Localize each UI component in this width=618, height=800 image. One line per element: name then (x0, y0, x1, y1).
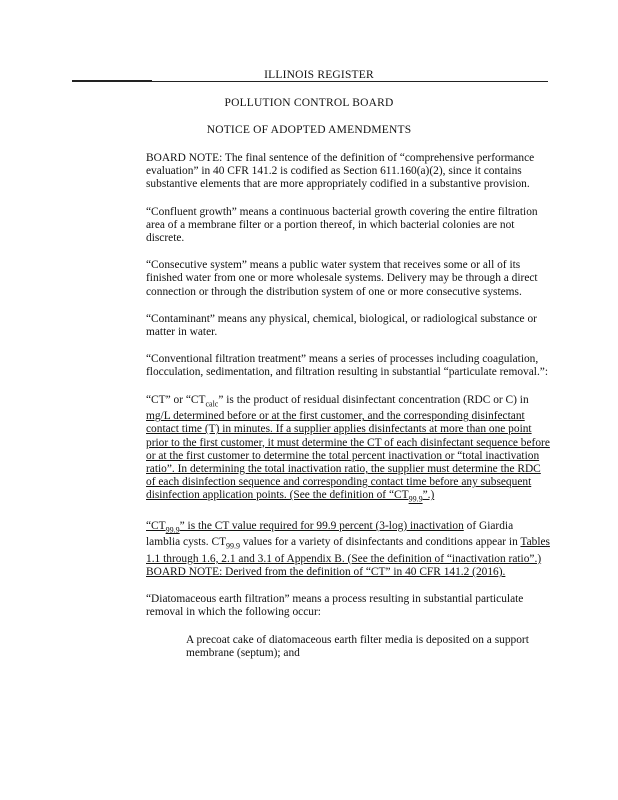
ct-sub: calc (205, 398, 219, 408)
ct-intro-rest: ” is the product of residual disinfectant concentration (RDC or C) in (218, 393, 529, 406)
ct999-values: values for a variety of disinfectants and conditions appear in (240, 536, 521, 549)
ct-amended-text: mg/L determined before or at the first customer, and the corresponding disinfectant contact time (T) in minutes. If a supplier applies disinfectants at more than one point prior to the first customer, it must determine the CT of each disinfectant sequence before or at the first customer to determine the total percent inactivation or “total inactivation ratio”. In determining the total inactivation ratio, the supplier must determine the RDC of each disinfection sequence and corresponding contact time before any subsequent disinfection application points. (See the definition of “CT (146, 410, 550, 502)
ct-end: ”.) (422, 489, 435, 502)
ct999-term: “CT (146, 519, 166, 532)
diatomaceous-paragraph: “Diatomaceous earth filtration” means a process resulting in substantial particulate removal in which the following occur: (146, 593, 524, 619)
consecutive-system-paragraph: “Consecutive system” means a public water system that receives some or all of its finished water from one or more wholesale systems. Delivery may be through a direct connection or through the distribution system of one or more consecutive systems. (146, 259, 538, 298)
ct-definition-paragraph (146, 394, 550, 506)
conventional-filtration-paragraph: “Conventional filtration treatment” means a series of processes including coagulation, flocculation, sedimentation, and filtration resulting in substantial “particulate removal.”: (146, 353, 549, 379)
confluent-growth-paragraph: “Confluent growth” means a continuous bacterial growth covering the entire filtration area of a membrane filter or a portion thereof, in which bacterial colonies are not discrete. (146, 205, 538, 245)
ct999-paragraph (146, 520, 550, 566)
ct-sub-999: 99.9 (408, 494, 423, 504)
ct999-tables-ref: Tables 1.1 through 1.6, 2.1 and 3.1 of Appendix B. (See the definition of “inactivation ratio”.) (146, 536, 550, 565)
ct999-term-sub: 99.9 (165, 525, 180, 535)
contaminant-paragraph: “Contaminant” means any physical, chemical, biological, or radiological substance or matter in water. (146, 312, 537, 339)
notice-title: NOTICE OF ADOPTED AMENDMENTS (206, 124, 412, 136)
ct999-sub2: 99.9 (226, 541, 241, 551)
ct999-giardia: of Giardia lamblia cysts. CT (146, 519, 514, 549)
ct-intro: “CT” or “CT (146, 393, 206, 406)
header-rule (72, 81, 548, 82)
document-body (146, 152, 550, 674)
register-title: ILLINOIS REGISTER (264, 69, 374, 81)
ct999-def: ” is the CT value required for 99.9 percent (3-log) inactivation (179, 519, 464, 532)
diatomaceous-item: A precoat cake of diatomaceous earth filter media is deposited on a support membrane (septum); and (186, 633, 529, 659)
ct999-board-note: BOARD NOTE: Derived from the definition of “CT” in 40 CFR 141.2 (2016). (146, 566, 506, 578)
board-title: POLLUTION CONTROL BOARD (224, 97, 394, 109)
board-note-paragraph: BOARD NOTE: The final sentence of the definition of “comprehensive performance evaluation” in 40 CFR 141.2 is codified as Section 611.160(a)(2), since it contains substantive elements that are more appropriately codified in a substantive provision. (146, 152, 535, 191)
